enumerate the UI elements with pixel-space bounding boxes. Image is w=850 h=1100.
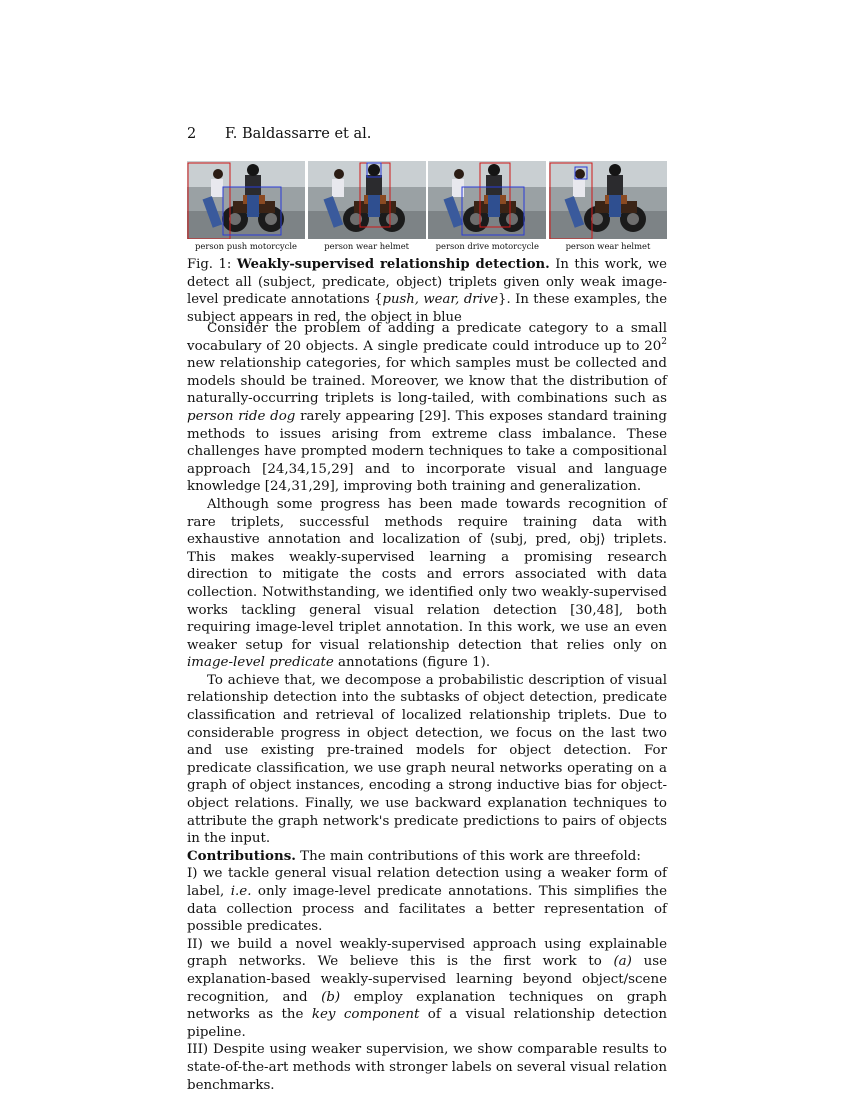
c2-italic-b: (b) xyxy=(321,989,341,1005)
p2-text-b: annotations (figure 1). xyxy=(333,655,491,671)
page-header xyxy=(187,126,667,142)
c1-text-a: I) we tackle general visual relation detection using a weaker form of label, xyxy=(187,866,667,899)
figure-panel-3 xyxy=(428,161,546,239)
p2-text-a: Although some progress has been made towards recognition of rare triplets, successful methods require training data with exhaustive annotation and localization of ⟨subj, pred, obj⟩ triplets. This makes weakly-supervised learning a promising research direction to mitigate the costs and errors associated with data collection. Notwithstanding, we identified only two weakly-supervised works tackling general visual relation detection [30,48], both requiring image-level triplet annotation. In this work, we use an even weaker setup for visual relationship detection that relies only on xyxy=(187,496,667,653)
c2-text-a: II) we build a novel weakly-supervised approach using explainable graph networks. We believe this is the first work to xyxy=(187,936,667,970)
motorcycle-photo-1 xyxy=(187,161,305,239)
figure-panel-captions xyxy=(187,241,667,251)
p1-text-b: new relationship categories, for which samples must be collected and models should be trained. Moreover, we know that the distribution of naturally-occurring triplets is long-tailed, with combinations such as xyxy=(187,356,667,407)
figure-1-images xyxy=(187,161,667,239)
paragraph-2 xyxy=(187,496,667,672)
p1-text-c: rarely appearing [29]. This exposes standard training methods to issues arising from extreme class imbalance. These challenges have prompted modern techniques to take a compositional approach [24,34,15,29] and to incorporate visual and language knowledge [24,31,29], improving both training and generalization. xyxy=(187,408,667,495)
contributions-intro-text: The main contributions of this work are threefold: xyxy=(295,848,641,864)
panel-caption-4: person wear helmet xyxy=(565,241,651,251)
c1-text-b: only image-level predicate annotations. This simplifies the data collection process and facilitates a better representation of possible predicates. xyxy=(187,884,667,935)
panel-caption-3: person drive motorcycle xyxy=(435,241,539,251)
figure-panel-2 xyxy=(308,161,426,239)
running-title: F. Baldassarre et al. xyxy=(225,126,372,142)
p1-italic: person ride dog xyxy=(187,408,296,424)
motorcycle-photo-4 xyxy=(549,161,667,239)
paragraph-3: To achieve that, we decompose a probabilistic description of visual relationship detection into the subtasks of object detection, predicate classification and retrieval of localized relationship triplets. Due to considerable progress in object detection, we focus on the last two and use existing pre-trained models for object detection. For predicate classification, we use graph neural networks operating on a graph of object instances, encoding a strong inductive bias for object-object relations. Finally, we use backward explanation techniques to attribute the graph network's predicate predictions to pairs of objects in the input. xyxy=(187,672,667,847)
figure-title: Weakly-supervised relationship detection. xyxy=(236,257,550,272)
motorcycle-photo-3 xyxy=(428,161,546,239)
panel-caption-1: person push motorcycle xyxy=(195,241,297,251)
paragraph-1 xyxy=(187,320,667,496)
figure-caption xyxy=(187,256,667,326)
c2-text-d: of a visual relationship detection pipeline. xyxy=(187,1007,667,1040)
p1-text-a: Consider the problem of adding a predicate category to a small vocabulary of 20 objects. A single predicate could introduce up to 20 xyxy=(187,321,667,354)
figure-label: Fig. 1: xyxy=(187,257,232,272)
p2-italic: image-level predicate xyxy=(187,655,334,671)
c2-italic-key: key component xyxy=(311,1007,420,1023)
body-text xyxy=(187,320,667,1094)
c2-italic-a: (a) xyxy=(613,954,632,970)
c2-text-b: use explanation-based weakly-supervised learning beyond object/scene recognition, and xyxy=(187,954,667,1005)
p1-superscript: 2 xyxy=(661,336,667,347)
contributions-heading: Contributions. xyxy=(187,847,296,864)
figure-text-1: In this work, we detect all (subject, predicate, object) triplets given only weak image-level predicate annotations { xyxy=(187,257,667,308)
motorcycle-photo-2 xyxy=(308,161,426,239)
contribution-3: III) Despite using weaker supervision, we show comparable results to state-of-the-art methods with stronger labels on several visual relation benchmarks. xyxy=(187,1042,667,1093)
figure-panel-4 xyxy=(549,161,667,239)
panel-caption-2: person wear helmet xyxy=(324,241,410,251)
contribution-1 xyxy=(187,865,667,935)
c2-text-c: employ explanation techniques on graph networks as the xyxy=(187,989,667,1023)
c1-italic: i.e. xyxy=(230,884,252,899)
page-number: 2 xyxy=(187,126,197,142)
figure-text-2: }. In these examples, the subject appears in red, the object in blue xyxy=(187,292,667,325)
figure-panel-1 xyxy=(187,161,305,239)
figure-predicates: push, wear, drive xyxy=(382,292,499,308)
contributions-intro xyxy=(187,848,667,866)
contribution-2 xyxy=(187,936,667,1042)
